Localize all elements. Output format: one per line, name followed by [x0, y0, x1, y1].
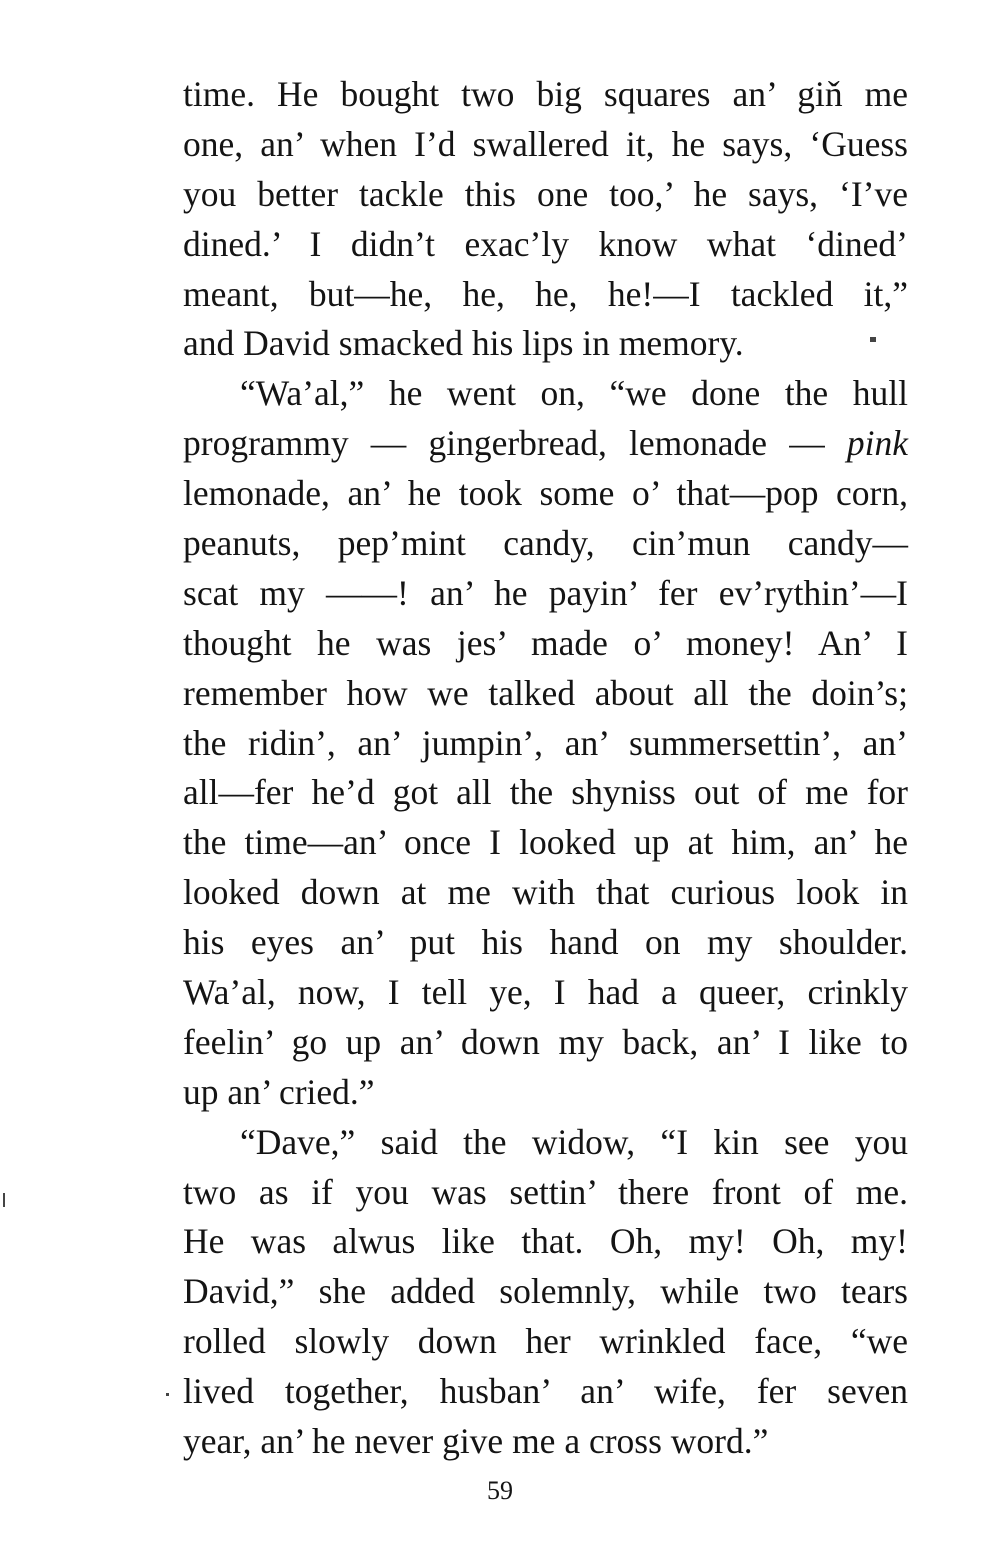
text-line: lemonade, an’ he took some o’ that—pop corn,: [183, 473, 908, 514]
text-line: and David smacked his lips in memory.: [183, 323, 744, 364]
text-line: his eyes an’ put his hand on my shoulder.: [183, 922, 908, 963]
body-text: [183, 70, 908, 1467]
text-line: all—fer he’d got all the shyniss out of me for: [183, 772, 908, 813]
text-line: scat my ——! an’ he payin’ fer ev’rythin’—I: [183, 572, 908, 613]
text-line: David,” she added solemnly, while two tears: [183, 1271, 908, 1312]
italic-word: pink: [846, 423, 908, 464]
text-line: lived together, husban’ an’ wife, fer seven: [183, 1371, 908, 1412]
text-line: “Dave,” said the widow, “I kin see you: [240, 1121, 908, 1162]
text-line: thought he was jes’ made o’ money! An’ I: [183, 622, 908, 663]
text-line: He was alwus like that. Oh, my! Oh, my!: [183, 1221, 908, 1262]
text-line: feelin’ go up an’ down my back, an’ I like to: [183, 1021, 908, 1062]
text-line: two as if you was settin’ there front of me.: [183, 1171, 908, 1212]
text-line: year, an’ he never give me a cross word.”: [183, 1421, 769, 1462]
text-line: up an’ cried.”: [183, 1071, 375, 1112]
text-line: remember how we talked about all the doin’s;: [183, 672, 908, 713]
print-speck: [166, 1393, 169, 1396]
text-line: the time—an’ once I looked up at him, an’ he: [183, 822, 908, 863]
text-line: one, an’ when I’d swallered it, he says, ‘Guess: [183, 123, 908, 164]
text-line: rolled slowly down her wrinkled face, “we: [183, 1321, 908, 1362]
text-line: dined.’ I didn’t exac’ly know what ‘dined’: [183, 223, 908, 264]
text-line: Wa’al, now, I tell ye, I had a queer, crinkly: [183, 972, 908, 1013]
text-line: meant, but—he, he, he, he!—I tackled it,”: [183, 273, 908, 314]
text-line: looked down at me with that curious look in: [183, 872, 908, 913]
print-speck: [870, 337, 876, 342]
text-line: “Wa’al,” he went on, “we done the hull: [240, 373, 908, 414]
page-number: 59: [487, 1476, 513, 1505]
text-line: time. He bought two big squares an’ giň me: [183, 74, 908, 114]
text-line: you better tackle this one too,’ he says, ‘I’ve: [183, 173, 908, 214]
text-line: programmy — gingerbread, lemonade — pink: [183, 423, 908, 464]
text-line: the ridin’, an’ jumpin’, an’ summersettin’, an’: [183, 722, 908, 763]
text-line: peanuts, pep’mint candy, cin’mun candy—: [183, 523, 908, 564]
print-speck: [3, 1193, 5, 1207]
